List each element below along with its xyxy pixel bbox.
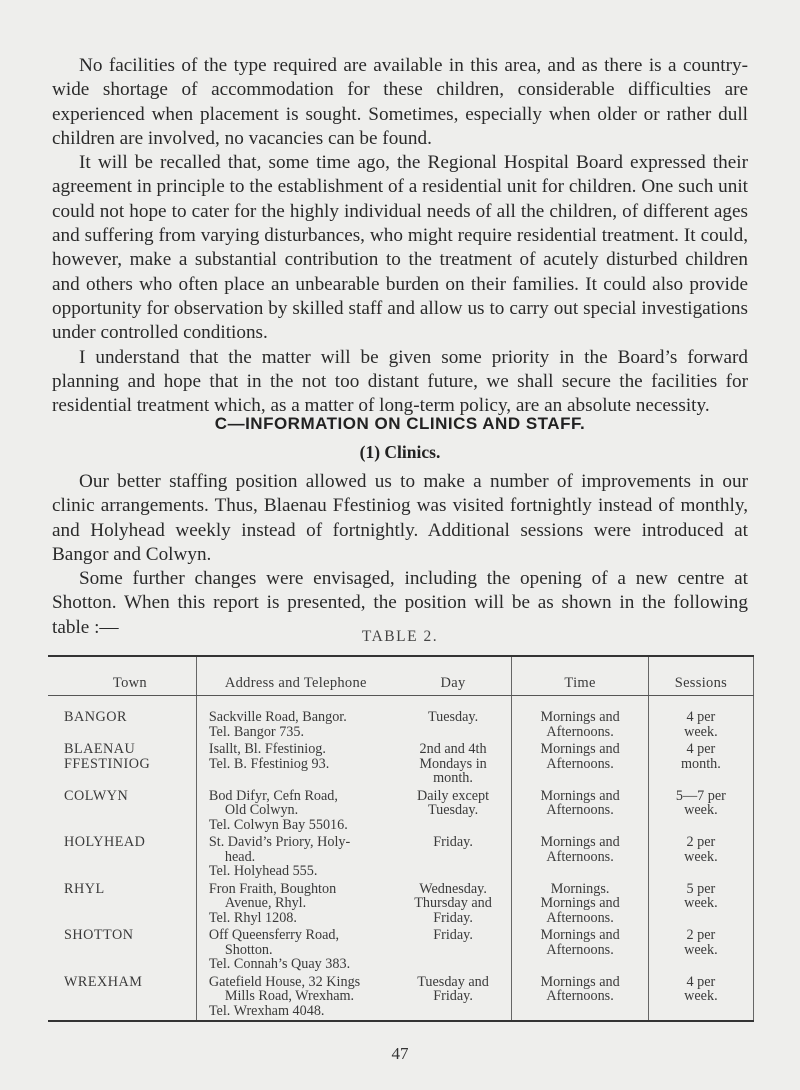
cell-sessions [648,789,753,836]
cell-address [196,789,394,836]
cell-line: Bod Difyr, Cefn Road, [208,787,338,804]
cell-line: Daily except [417,787,490,804]
cell-day [395,975,512,1022]
cell-time [512,789,648,836]
table-row [48,789,754,836]
table-row [48,882,754,929]
cell-address [196,835,394,882]
cell-line: Friday. [433,988,473,1004]
cell-line: month. [680,755,721,772]
cell-day [395,789,512,836]
cell-line: Tuesday. [427,709,479,725]
cell-line: head. [224,848,256,865]
cell-address [196,742,394,789]
table-row [48,696,754,743]
cell-line: Tel. Colwyn Bay 55016. [208,816,348,833]
cell-line: 5—7 per [675,787,726,804]
cell-line: HOLYHEAD [64,834,146,850]
cell-line: 5 per [686,880,716,897]
cell-line: WREXHAM [64,973,143,990]
cell-line: Mornings and [540,927,620,943]
cell-line: FFESTINIOG [64,755,151,772]
cell-address [196,882,394,929]
table-body [48,696,754,1022]
cell-line: Old Colwyn. [224,802,299,818]
cell-line: Tel. Holyhead 555. [208,863,318,879]
cell-line: 4 per [686,973,716,990]
cell-town [48,882,196,929]
cell-day [395,928,512,975]
cell-line: week. [684,802,718,818]
cell-time [512,975,648,1022]
cell-line: Tel. Connah’s Quay 383. [208,956,351,972]
cell-sessions [648,928,753,975]
cell-line: Wednesday. [419,880,487,897]
header-sessions: Sessions [648,656,753,696]
cell-line: COLWYN [64,787,129,804]
cell-time [512,928,648,975]
cell-line: Sackville Road, Bangor. [208,709,347,725]
cell-line: Afternoons. [546,848,614,865]
cell-line: week. [684,723,718,740]
cell-line: Mornings. [550,880,610,897]
header-day: Day [395,656,512,696]
paragraph: Our better staffing position allowed us to make a number of improvements in our clinic arrangements. Thus, Blaenau Ffestiniog was visited fortnightly instead of monthly, and Holyhead weekly instead of fortnightly. Additional sessions were introduced at Bangor and Colwyn. [52,471,748,565]
cell-line: week. [684,941,718,958]
cell-time [512,835,648,882]
cell-line: Mornings and [540,709,620,725]
cell-line: Avenue, Rhyl. [224,895,307,911]
cell-line: Fron Fraith, Boughton [208,880,337,897]
cell-sessions [648,835,753,882]
cell-line: BANGOR [64,709,127,725]
paragraph: It will be recalled that, some time ago, the Regional Hospital Board expressed their agreement in principle to the establishment of a residential unit for children. One such unit could not hope to cater for the highly individual needs of all the children, of different ages and suffering from varying disturbances, who might require residential treatment. It could, however, make a substantial contribution to the treatment of acutely disturbed children and others who often place an unbearable burden on their families. It could also provide opportunity for observation by skilled staff and allow us to carry out special investigations under controlled conditions. [52,152,748,344]
sub-heading: (1) Clinics. [359,442,441,462]
cell-line: Tel. B. Ffestiniog 93. [208,755,330,772]
clinics-table [48,655,754,1022]
cell-line: Tuesday and [417,973,489,990]
paragraph: Some further changes were envisaged, including the opening of a new centre at Shotton. When this report is presented, the position will be as shown in the following table :— [52,568,748,638]
intro-section [52,54,748,418]
cell-line: Tel. Wrexham 4048. [208,1002,325,1019]
cell-line: Isallt, Bl. Ffestiniog. [208,741,326,757]
table-row [48,975,754,1022]
cell-line: Shotton. [224,941,273,958]
cell-line: Thursday and [414,895,492,911]
cell-line: Tel. Bangor 735. [208,723,305,740]
cell-line: Mondays in [419,755,487,772]
cell-line: 4 per [686,709,716,725]
cell-line: 2nd and 4th [419,741,487,757]
cell-line: Tuesday. [427,802,479,818]
table-header-row [48,656,754,696]
cell-line: Mornings and [540,834,620,850]
cell-line: Afternoons. [546,802,614,818]
cell-line: Friday. [433,909,473,926]
cell-line: Mornings and [540,787,620,804]
cell-line: Mornings and [540,973,620,990]
paragraph: No facilities of the type required are available in this area, and as there is a country-wide shortage of accommodation for these children, considerable difficulties are experienced when placement is sought. Sometimes, especially when older or rather dull children are involved, no vacancies can be found. [52,55,748,149]
cell-line: Afternoons. [546,941,614,958]
cell-line: BLAENAU [64,741,136,757]
cell-line: 2 per [686,834,716,850]
cell-address [196,696,394,743]
cell-town [48,928,196,975]
cell-line: SHOTTON [64,927,134,943]
table-row [48,928,754,975]
header-town: Town [48,656,196,696]
cell-line: Afternoons. [546,988,614,1004]
cell-day [395,835,512,882]
cell-sessions [648,742,753,789]
cell-line: Mornings and [540,895,620,911]
page-number: 47 [391,1044,409,1063]
cell-line: week. [684,988,718,1004]
table-row [48,742,754,789]
cell-line: 4 per [686,741,716,757]
cell-sessions [648,882,753,929]
cell-line: Afternoons. [546,909,614,926]
paragraph: I understand that the matter will be given some priority in the Board’s forward planning and hope that in the not too distant future, we shall secure the facilities for residential treatment which, as a matter of long-term policy, are an absolute necessity. [52,346,748,417]
header-time: Time [512,656,648,696]
cell-line: week. [684,848,718,865]
cell-address [196,928,394,975]
cell-line: 2 per [686,927,716,943]
section-heading: C—INFORMATION ON CLINICS AND STAFF. [214,414,586,433]
cell-line: Tel. Rhyl 1208. [208,909,297,926]
cell-line: RHYL [64,880,105,897]
cell-line: Gatefield House, 32 Kings [208,973,361,990]
cell-time [512,882,648,929]
cell-day [395,742,512,789]
header-address: Address and Telephone [196,656,394,696]
cell-line: Mornings and [540,741,620,757]
cell-town [48,742,196,789]
cell-town [48,975,196,1022]
cell-line: month. [433,770,473,786]
cell-town [48,835,196,882]
cell-line: Afternoons. [546,723,614,740]
cell-day [395,696,512,743]
cell-address [196,975,394,1022]
table-title: TABLE 2. [361,628,439,645]
cell-line: Friday. [433,834,473,850]
cell-town [48,696,196,743]
cell-line: St. David’s Priory, Holy- [208,834,351,850]
cell-day [395,882,512,929]
cell-line: Off Queensferry Road, [208,927,340,943]
cell-town [48,789,196,836]
cell-line: Afternoons. [546,755,614,772]
cell-line: Mills Road, Wrexham. [224,988,355,1004]
table-row [48,835,754,882]
staffing-section [52,470,748,640]
cell-time [512,696,648,743]
cell-sessions [648,975,753,1022]
cell-time [512,742,648,789]
cell-line: Friday. [433,927,473,943]
cell-sessions [648,696,753,743]
cell-line: week. [684,895,718,911]
